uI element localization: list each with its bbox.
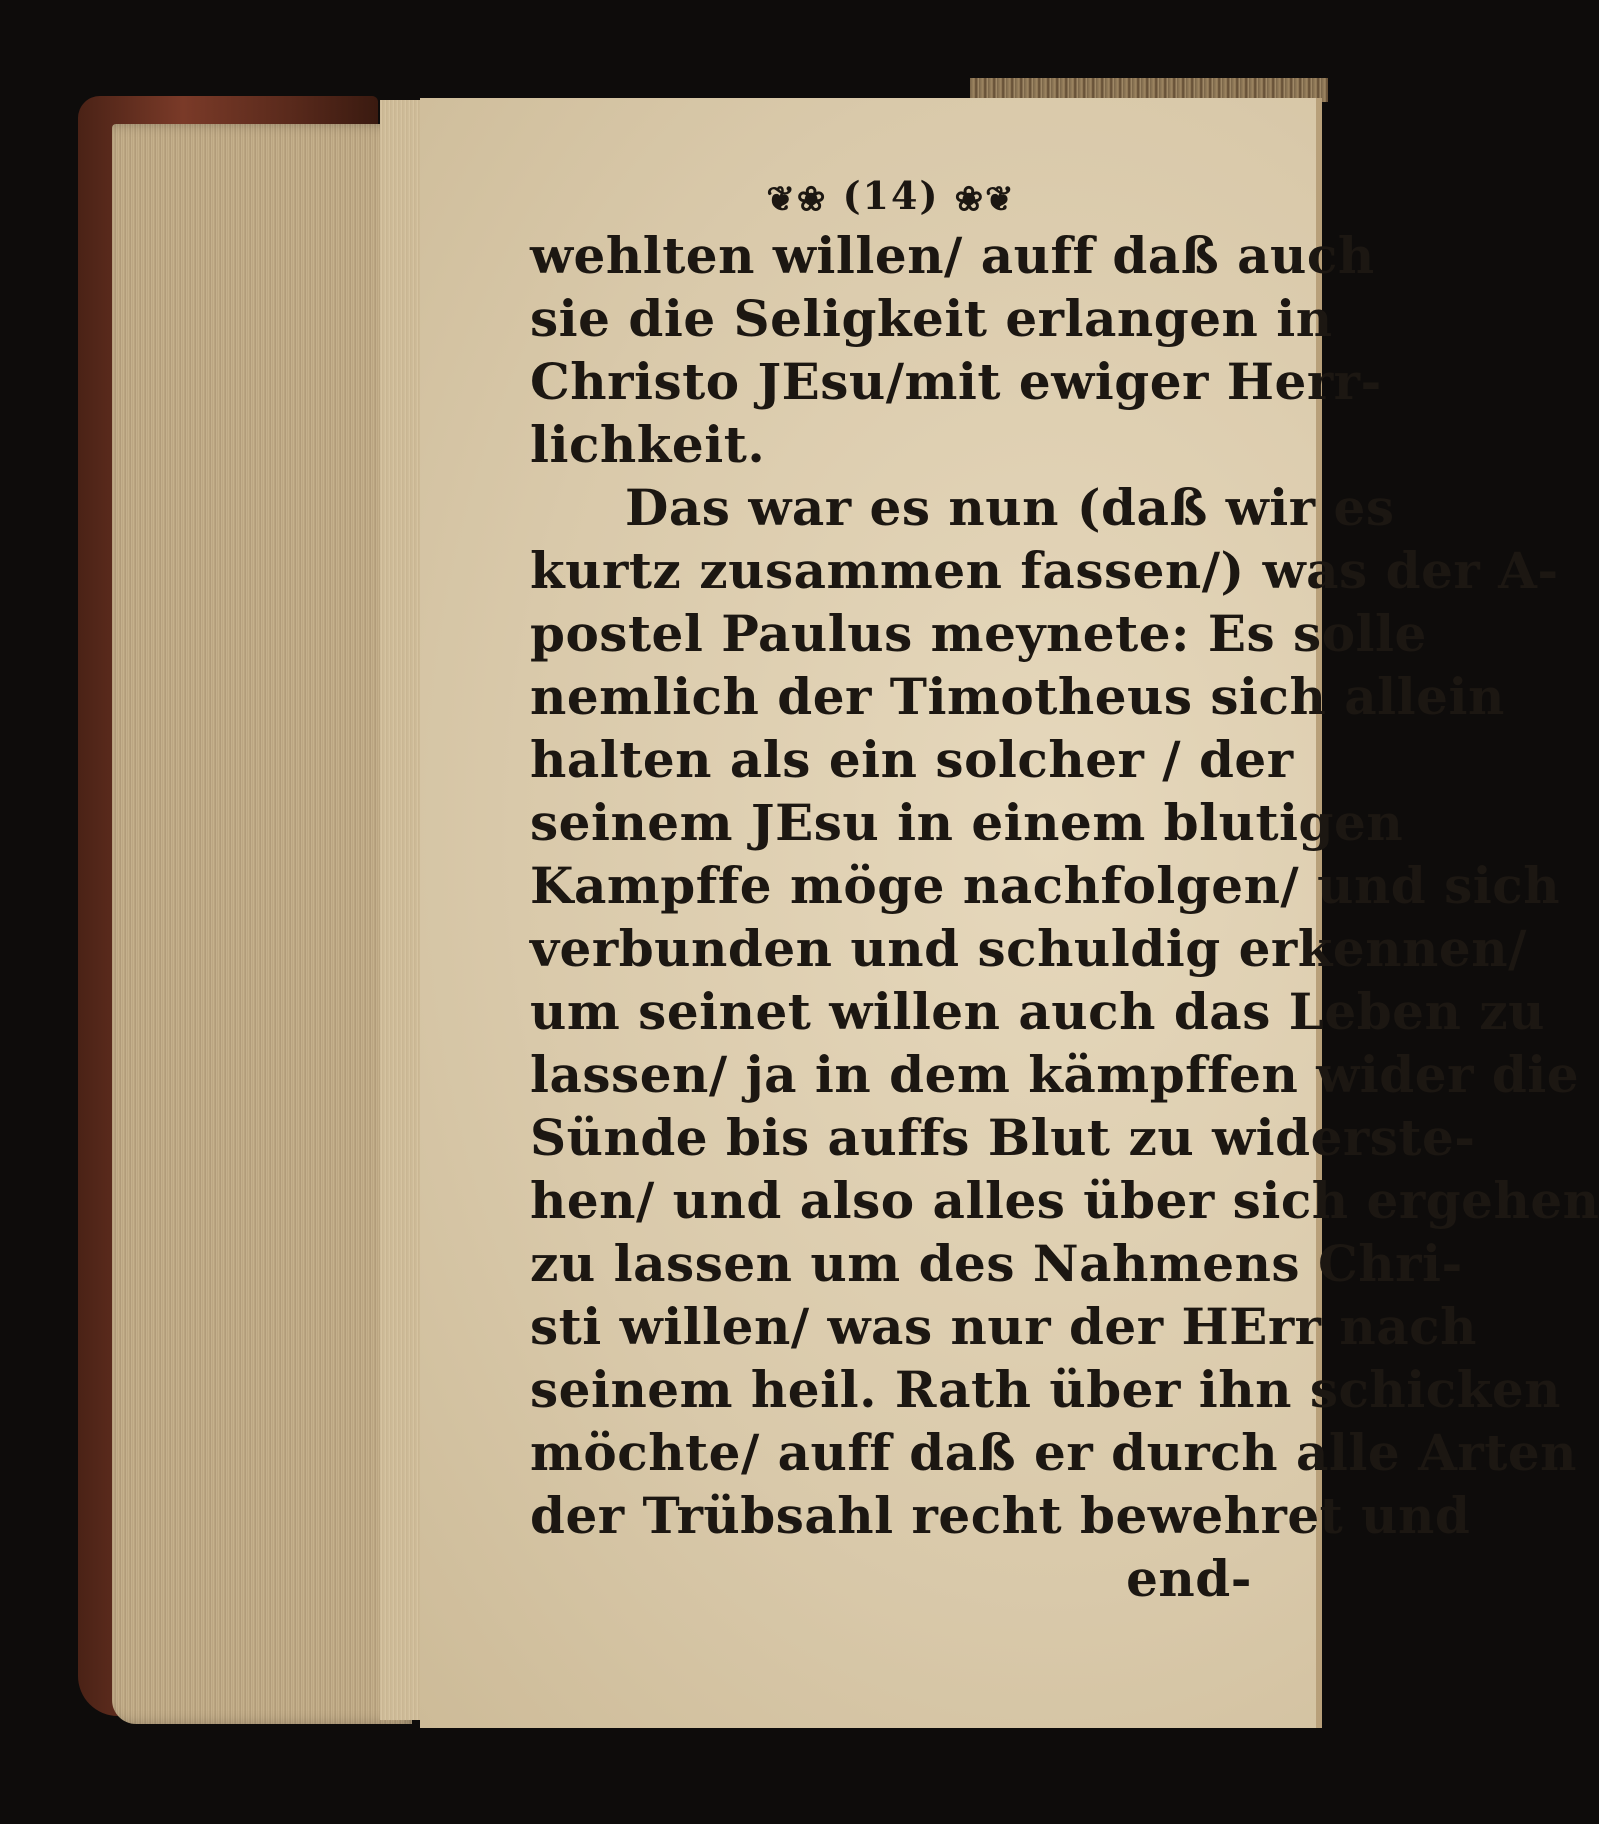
- text-line: Christo JEsu/mit ewiger Herr-: [530, 352, 1382, 411]
- page-number: (14): [842, 173, 940, 218]
- text-line: verbunden und schuldig erkennen/: [530, 919, 1527, 978]
- text-line: der Trübsahl recht bewehret und: [530, 1486, 1471, 1545]
- text-line: postel Paulus meynete: Es solle: [530, 604, 1427, 663]
- text-line: zu lassen um des Nahmens Chri-: [530, 1234, 1463, 1293]
- text-line: seinem heil. Rath über ihn schicken: [530, 1360, 1562, 1419]
- text-line: sie die Seligkeit erlangen in: [530, 289, 1333, 348]
- text-line: hen/ und also alles über sich ergehen: [530, 1171, 1599, 1230]
- ornament-left-icon: ❦❀: [766, 179, 828, 220]
- page-edges: [112, 124, 412, 1724]
- text-line: nemlich der Timotheus sich allein: [530, 667, 1505, 726]
- text-line: Kampffe möge nachfolgen/ und sich: [530, 856, 1561, 915]
- text-line: um seinet willen auch das Leben zu: [530, 982, 1545, 1041]
- page-text: [530, 168, 1599, 1610]
- text-line: möchte/ auff daß er durch alle Arten: [530, 1423, 1577, 1482]
- text-line: wehlten willen/ auff daß auch: [530, 226, 1375, 285]
- text-line: Sünde bis auffs Blut zu widerste-: [530, 1108, 1476, 1167]
- text-line: seinem JEsu in einem blutigen: [530, 793, 1404, 852]
- text-line: halten als ein solcher / der: [530, 730, 1294, 789]
- page-header: [530, 168, 1252, 224]
- ornament-right-icon: ❀❦: [954, 179, 1016, 220]
- text-line: sti willen/ was nur der HErr nach: [530, 1297, 1477, 1356]
- text-line: Das war es nun (daß wir es: [625, 478, 1395, 537]
- text-line: lassen/ ja in dem kämpffen wider die: [530, 1045, 1580, 1104]
- text-line: kurtz zusammen fassen/) was der A-: [530, 541, 1559, 600]
- catchword: end-: [1126, 1549, 1252, 1608]
- text-line: lichkeit.: [530, 415, 766, 474]
